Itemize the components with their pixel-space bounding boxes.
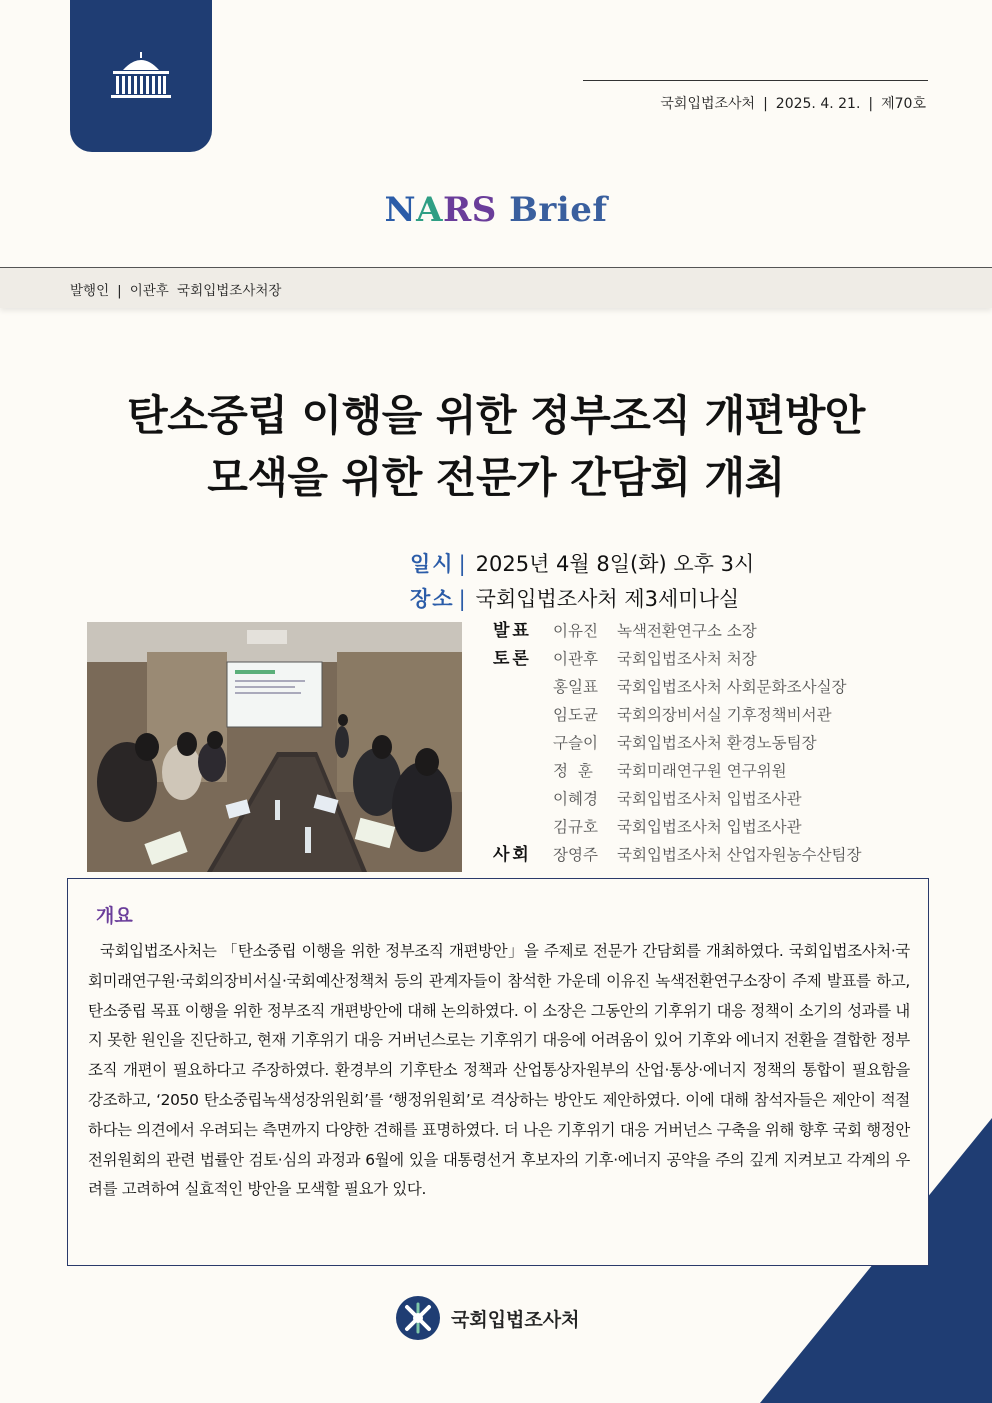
event-date-label: 일시 <box>410 552 455 576</box>
issue-separator: | <box>868 96 874 112</box>
event-place-label: 장소 <box>410 587 455 611</box>
panel-row <box>493 617 862 645</box>
issue-number: 제70호 <box>881 96 926 112</box>
panel-row <box>493 785 862 813</box>
panel-row <box>493 645 862 673</box>
panel-name: 이유진 <box>553 622 598 640</box>
event-place <box>410 583 739 613</box>
issue-separator: | <box>763 96 768 112</box>
panel-name: 임도균 <box>553 706 598 724</box>
panel-name: 이혜경 <box>553 790 598 808</box>
panel-affil: 국회입법조사처 산업자원농수산팀장 <box>617 846 862 864</box>
summary-box <box>67 878 929 1266</box>
publisher-separator: | <box>117 283 122 299</box>
brand-part-brief: Brief <box>496 190 608 230</box>
event-date-separator: | <box>458 552 466 576</box>
footer-logo <box>395 1295 579 1341</box>
brand-part-rs: RS <box>442 190 497 230</box>
panel-name: 장영주 <box>553 846 598 864</box>
title-line-1: 탄소중립 이행을 위한 정부조직 개편방안 <box>127 391 865 440</box>
panel-name: 정 훈 <box>553 762 593 780</box>
publisher-label: 발행인 <box>70 283 110 299</box>
summary-body: 국회입법조사처는 「탄소중립 이행을 위한 정부조직 개편방안」을 주제로 전문가 간담회를 개최하였다. 국회입법조사처·국회미래연구원·국회의장비서실·국회예산정책처 등의 관계자들이 참석한 가운데 이유진 녹색전환연구소장이 주제 발표를 하고, 탄소중립 목표 이행을 위한 정부조직 개편방안에 대해 논의하였다. 이 소장은 그동안의 기후위기 대응 정책이 소기의 성과를 내지 못한 원인을 진단하고, 현재 기후위기 대응 거버넌스로는 기후위기 대응에 어려움이 있어 기후와 에너지 전환을 결합한 정부조직 개편이 필요하다고 주장하였다. 환경부의 기후탄소 정책과 산업통상자원부의 산업·통상·에너지 정책의 통합이 필요함을 강조하고, ‘2050 탄소중립녹색성장위원회’를 ‘행정위원회’로 격상하는 방안도 제안하였다. 이에 대해 참석자들은 제안이 적절하다는 의견에서 우려되는 측면까지 다양한 견해를 표명하였다. 더 나은 기후위기 대응 거버넌스 구축을 위해 향후 국회 행정안전위원회의 관련 법률안 검토·심의 과정과 6월에 있을 대통령선거 후보자의 기후·에너지 공약을 주의 깊게 지켜보고 각계의 우려를 고려하여 실효적인 방안을 모색할 필요가 있다. <box>88 942 910 1199</box>
header-rule <box>583 80 928 81</box>
issue-info <box>660 93 926 113</box>
brand-part-n: N <box>384 190 417 230</box>
panel-affil: 국회입법조사처 환경노동팀장 <box>617 734 817 752</box>
publisher-title: 국회입법조사처장 <box>177 283 282 299</box>
summary-heading: 개요 <box>96 905 133 927</box>
panel-affil: 국회의장비서실 기후정책비서관 <box>617 706 832 724</box>
publisher-name: 이관후 <box>129 283 169 299</box>
panel-affil: 녹색전환연구소 소장 <box>617 622 757 640</box>
national-assembly-building-icon <box>101 48 181 104</box>
panel-row <box>493 701 862 729</box>
panel-affil: 국회입법조사처 입법조사관 <box>617 818 802 836</box>
panel-role: 발표 <box>493 621 532 641</box>
footer-org-name: 국회입법조사처 <box>451 1308 580 1331</box>
meeting-photo <box>87 622 462 872</box>
panel-row <box>493 813 862 841</box>
panel-affil: 국회입법조사처 처장 <box>617 650 757 668</box>
panel-row <box>493 729 862 757</box>
panel-name: 구슬이 <box>553 734 598 752</box>
publisher-line <box>70 279 281 299</box>
issue-date: 2025. 4. 21. <box>775 96 861 112</box>
header-tab <box>70 0 212 152</box>
event-date-value: 2025년 4월 8일(화) 오후 3시 <box>475 552 755 576</box>
panel-affil: 국회입법조사처 사회문화조사실장 <box>617 678 847 696</box>
page-title <box>0 385 992 509</box>
panel-name: 홍일표 <box>553 678 598 696</box>
panel-name: 이관후 <box>553 650 598 668</box>
title-line-2: 모색을 위한 전문가 간담회 개최 <box>207 453 785 502</box>
panel-list <box>493 617 862 869</box>
panel-role: 사회 <box>493 845 532 865</box>
panel-row <box>493 841 862 869</box>
issue-org: 국회입법조사처 <box>660 96 756 112</box>
event-place-separator: | <box>458 587 466 611</box>
brand-logo <box>0 190 992 230</box>
event-date <box>410 548 754 578</box>
panel-role: 토론 <box>493 649 532 669</box>
panel-row <box>493 673 862 701</box>
panel-affil: 국회미래연구원 연구위원 <box>617 762 787 780</box>
event-place-value: 국회입법조사처 제3세미나실 <box>475 587 740 611</box>
nars-logo-icon <box>395 1295 441 1341</box>
brand-part-a: A <box>416 190 443 230</box>
panel-affil: 국회입법조사처 입법조사관 <box>617 790 802 808</box>
panel-row <box>493 757 862 785</box>
panel-name: 김규호 <box>553 818 598 836</box>
